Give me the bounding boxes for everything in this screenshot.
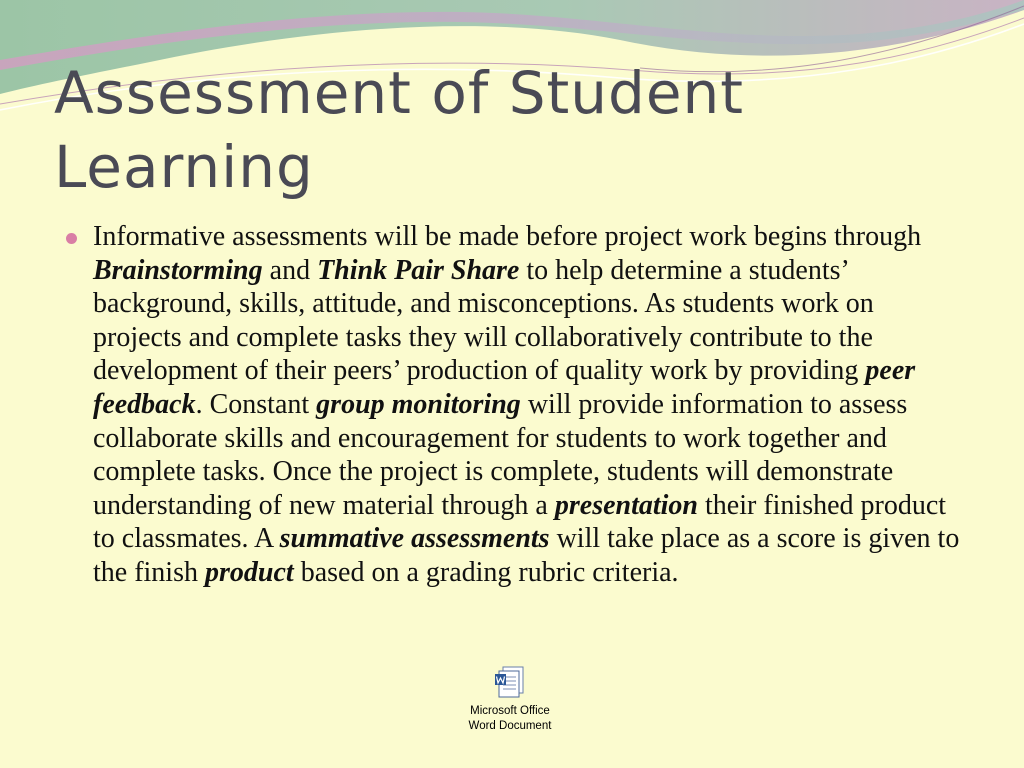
text-run: and bbox=[262, 254, 318, 286]
embedded-object-caption bbox=[448, 704, 572, 734]
word-document-icon bbox=[492, 664, 528, 700]
bullet-item bbox=[66, 220, 966, 590]
text-run: their finished product to classmates. A bbox=[93, 489, 947, 555]
slide-body bbox=[66, 220, 966, 590]
slide-title-line-1: Assessment of Student bbox=[54, 59, 745, 127]
caption-line-1: Microsoft Office bbox=[470, 705, 550, 717]
bullet-dot-icon bbox=[66, 233, 77, 244]
keyword-presentation: presentation bbox=[554, 489, 699, 521]
keyword-think-pair-share: Think Pair Share bbox=[317, 254, 520, 286]
bullet-text bbox=[93, 220, 965, 590]
embedded-word-document[interactable] bbox=[448, 664, 572, 734]
slide-title bbox=[54, 56, 954, 204]
text-run: to help determine a students’ background, skills, attitude, and misconceptions. As students work on projects and complete tasks they will collaboratively contribute to the development of their peers’ production of quality work by providing bbox=[93, 254, 874, 387]
text-run: based on a grading rubric criteria. bbox=[293, 556, 679, 588]
text-run: will provide information to assess collaborate skills and encouragement for students to work together and complete tasks. Once the project is complete, students will demonstrate understanding of new material through a bbox=[93, 388, 908, 521]
keyword-summative-assessments: summative assessments bbox=[279, 523, 550, 555]
text-run: will take place as a score is given to the finish bbox=[93, 523, 960, 588]
keyword-group-monitoring: group monitoring bbox=[316, 388, 521, 420]
text-run: Informative assessments will be made before project work begins through bbox=[93, 221, 922, 252]
keyword-brainstorming: Brainstorming bbox=[93, 254, 263, 286]
keyword-peer-feedback: peer feedback bbox=[93, 355, 916, 420]
caption-line-2: Word Document bbox=[468, 720, 552, 732]
keyword-product: product bbox=[205, 556, 294, 588]
text-run: . Constant bbox=[195, 388, 317, 420]
slide-title-line-2: Learning bbox=[54, 133, 314, 201]
